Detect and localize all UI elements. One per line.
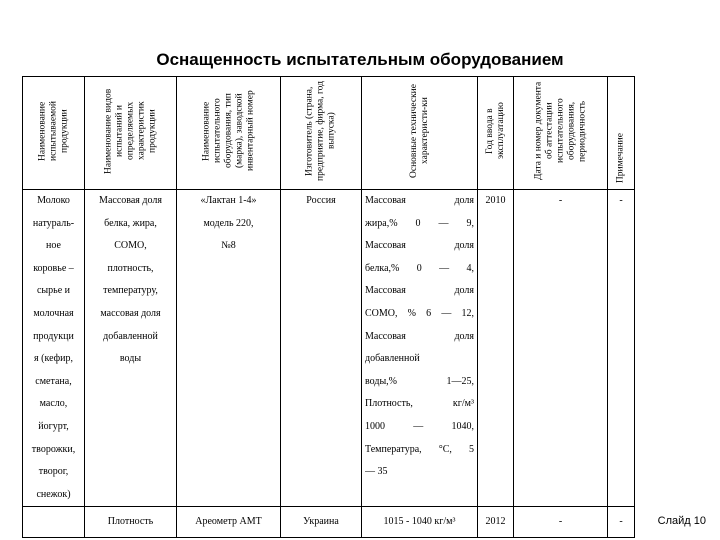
cell-specs: Массовая доля жира,% 0 — 9, Массовая доля белка,% 0 — 4, Массовая доля СОМО, % 6 — 12, Массовая доля добавленной воды,% 1—25, Плотность, кг/м³ 1000 — 1040, Температура, °С, 5 — 35 [362, 190, 478, 507]
cell-year: 2010 [478, 190, 514, 507]
header-manufacturer: Изготовитель (страна, предприятие, фирма, год выпуска) [281, 77, 362, 190]
cell-specs: 1015 - 1040 кг/м³ [362, 507, 478, 538]
header-specs: Основные технические характеристи-ки [362, 77, 478, 190]
cell-equipment: Ареометр АМТ [177, 507, 281, 538]
table-row [23, 507, 635, 538]
cell-note: - [608, 507, 635, 538]
header-equipment: Наименование испытательного оборудования, тип (марка), заводской инвентарный номер [177, 77, 281, 190]
cell-year: 2012 [478, 507, 514, 538]
header-row [23, 77, 635, 190]
cell-tests: Массовая доля белка, жира, СОМО, плотность, температуру, массовая доля добавленной воды [85, 190, 177, 507]
equipment-table [22, 76, 635, 538]
header-note: Примечание [608, 77, 635, 190]
cell-note: - [608, 190, 635, 507]
slide-number: Слайд 10 [657, 515, 706, 527]
table-row [23, 190, 635, 507]
page-title: Оснащенность испытательным оборудованием [156, 50, 564, 69]
header-year: Год ввода в эксплуатацию [478, 77, 514, 190]
cell-product: Молоко натураль- ное коровье – сырье и молочная продукци я (кефир, сметана, масло, йогурт, творожки, творог, снежок) [23, 190, 85, 507]
cell-attestation: - [514, 507, 608, 538]
cell-attestation: - [514, 190, 608, 507]
cell-manufacturer: Украина [281, 507, 362, 538]
header-attestation: Дата и номер документа об аттестации испытательного оборудования, периодичность [514, 77, 608, 190]
cell-equipment: «Лактан 1-4» модель 220, №8 [177, 190, 281, 507]
cell-product [23, 507, 85, 538]
header-tests: Наименование видов испытаний и определяемых характеристик продукции [85, 77, 177, 190]
cell-manufacturer: Россия [281, 190, 362, 507]
header-product: Наименование испытываемой продукции [23, 77, 85, 190]
cell-tests: Плотность [85, 507, 177, 538]
